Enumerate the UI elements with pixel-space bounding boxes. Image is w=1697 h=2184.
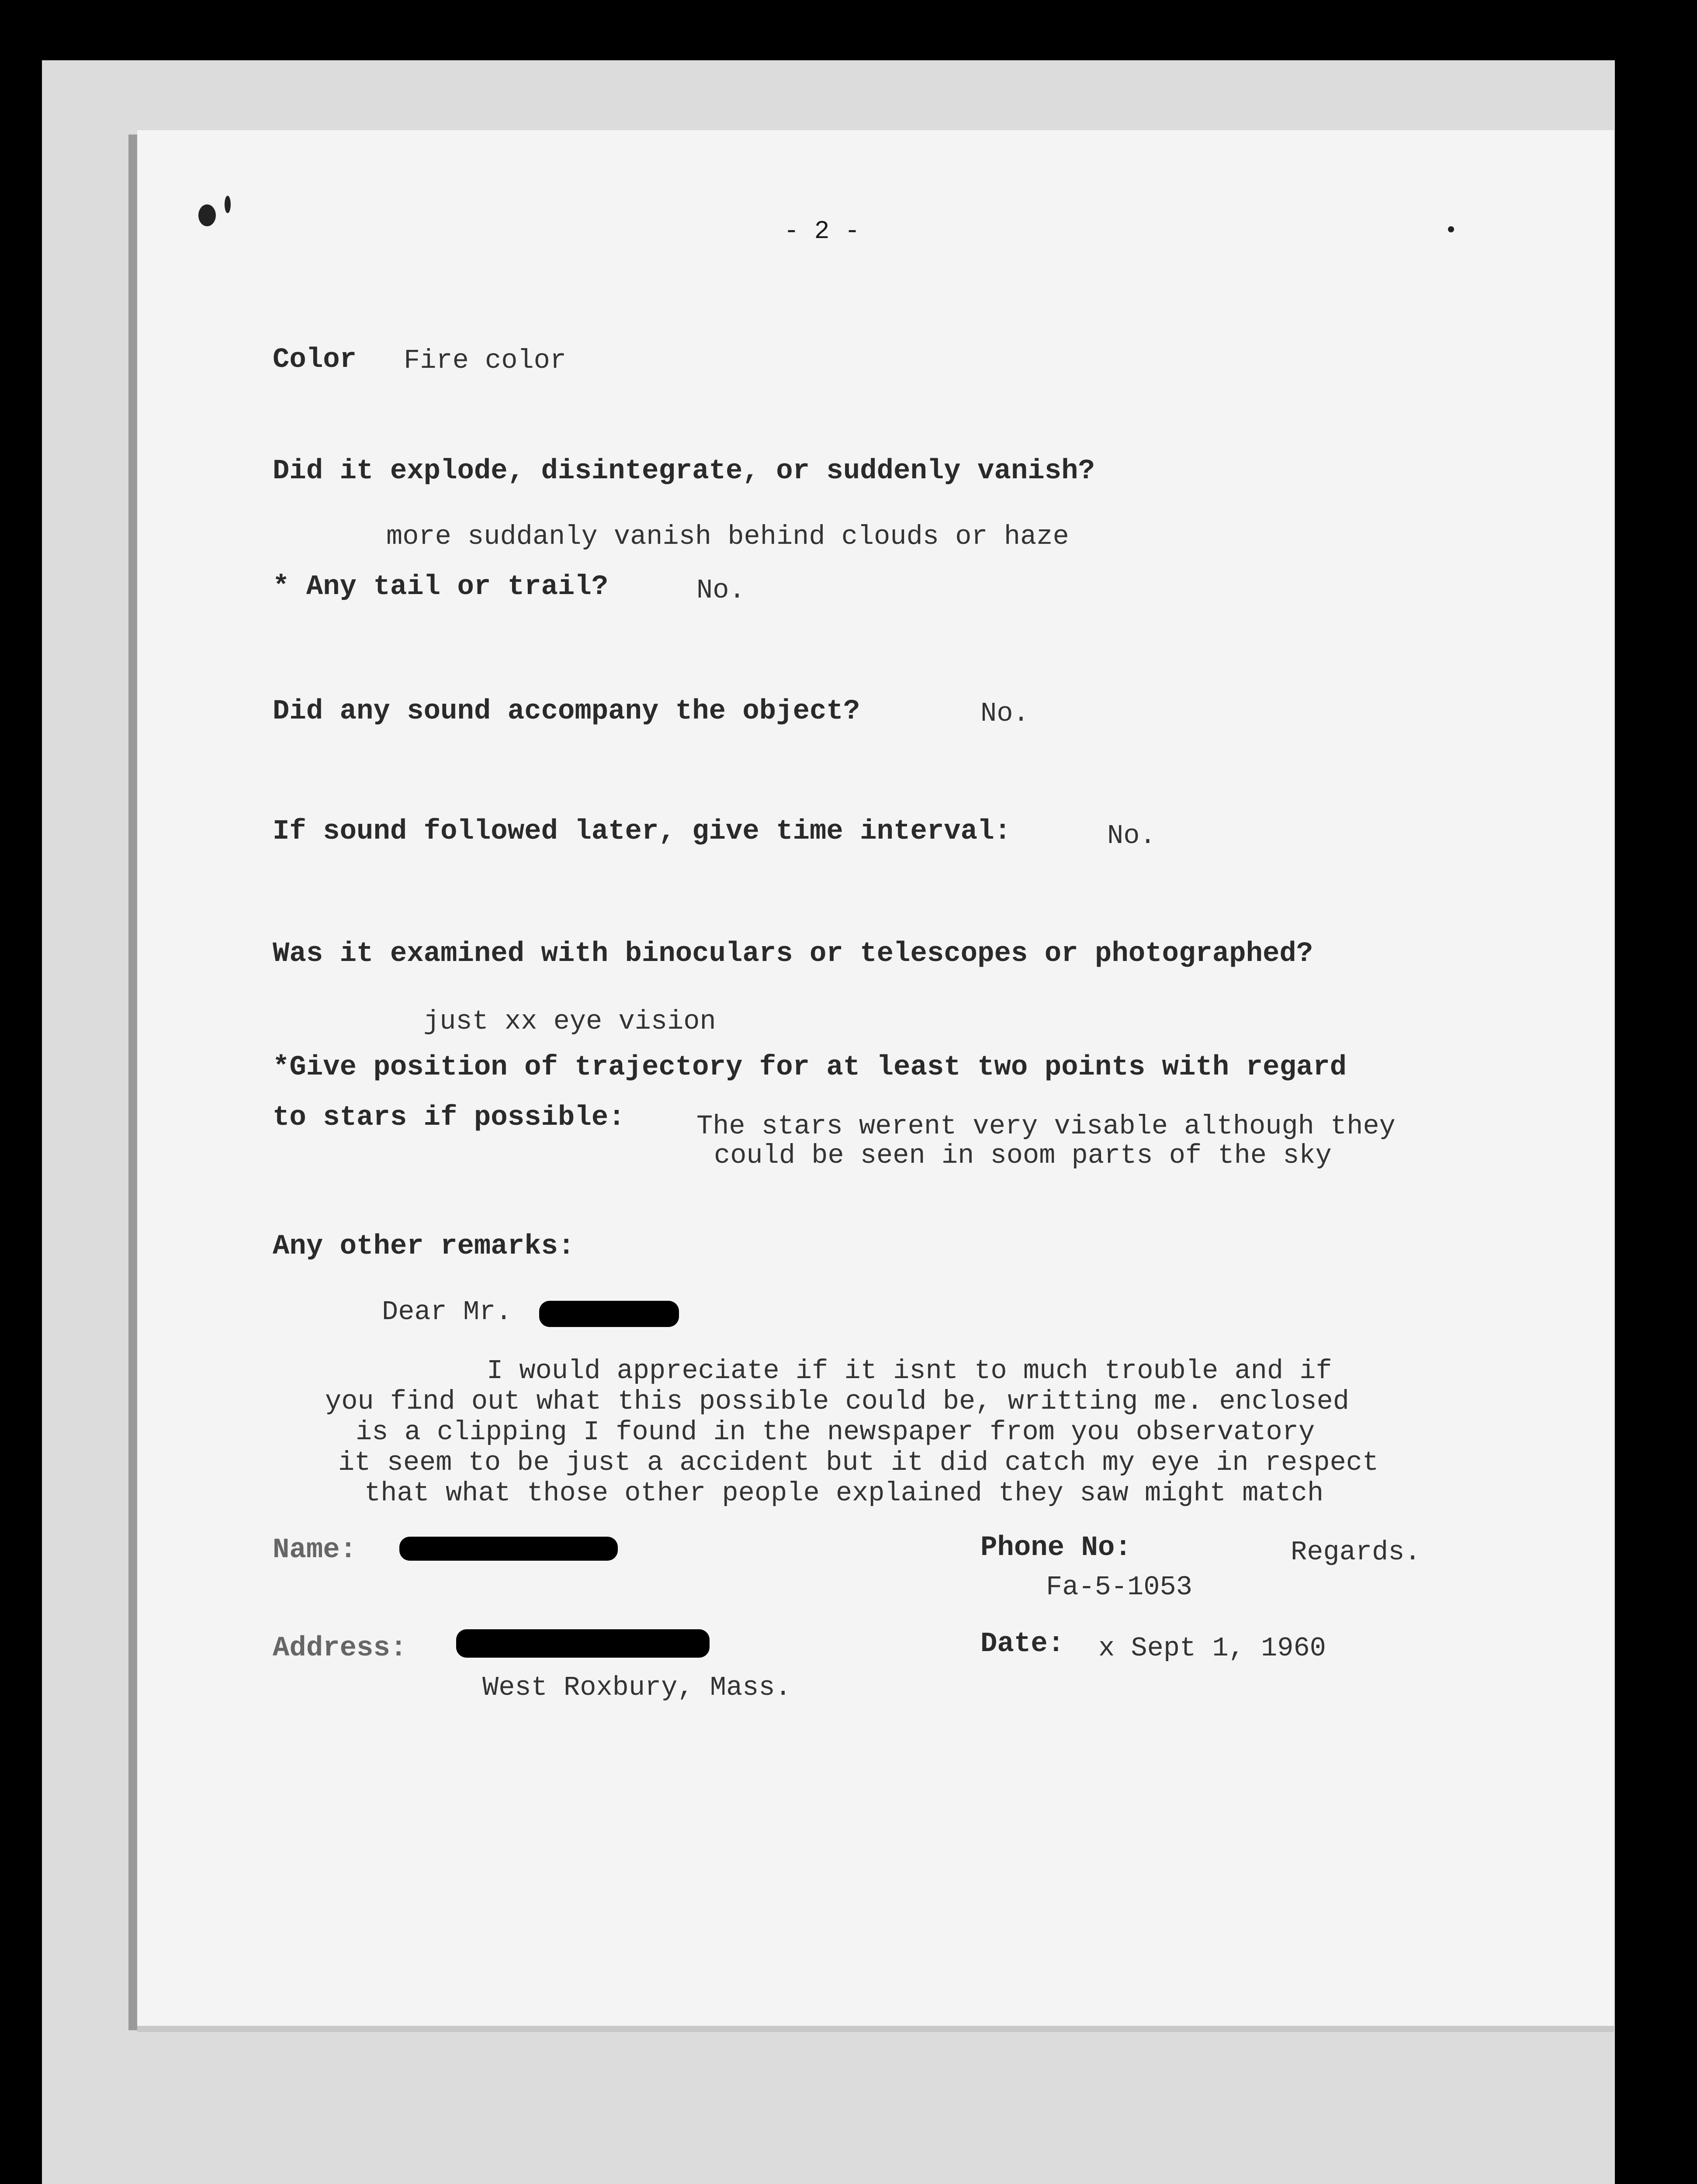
date-value: x Sept 1, 1960 [1098,1633,1326,1664]
tail-label: * Any tail or trail? [273,571,609,603]
name-label: Name: [273,1534,357,1566]
speck-mark [198,204,216,226]
page-number: - 2 - [784,218,860,246]
remarks-line-1: I would appreciate if it isnt to much trouble and if [487,1355,1332,1386]
sound-later-label: If sound followed later, give time interval: [273,816,1011,847]
sound-later-value: No. [1107,820,1156,851]
phone-value: Fa-5-1053 [1046,1572,1192,1603]
explode-value: more suddanly vanish behind clouds or haze [386,521,1069,552]
phone-label: Phone No: [980,1532,1132,1564]
speck-mark [225,196,231,213]
address-label: Address: [273,1633,407,1664]
tail-value: No. [696,575,745,606]
trajectory-label-2: to stars if possible: [273,1102,625,1133]
explode-label: Did it explode, disintegrate, or suddenly vanish? [273,456,1095,487]
regards: Regards. [1291,1537,1421,1568]
trajectory-label-1: *Give position of trajectory for at least two points with regard [273,1052,1347,1083]
trajectory-value-2: could be seen in soom parts of the sky [714,1140,1332,1171]
remarks-line-5: that what those other people explained they saw might match [364,1478,1324,1509]
remarks-label: Any other remarks: [273,1231,575,1262]
photo-frame [42,60,1615,2184]
color-label: Color [273,344,357,376]
redaction-bar [399,1537,618,1561]
speck-mark [1448,226,1454,232]
remarks-line-3: is a clipping I found in the newspaper from you observatory [356,1417,1315,1448]
document-page [137,130,1614,2026]
color-value: Fire color [404,345,567,376]
trajectory-value-1: The stars werent very visable although they [696,1111,1396,1142]
address-city: West Roxbury, Mass. [482,1672,791,1703]
sound-label: Did any sound accompany the object? [273,696,860,727]
redaction-bar [456,1629,710,1658]
salutation: Dear Mr. [382,1296,512,1327]
remarks-line-2: you find out what this possible could be, writting me. enclosed [325,1386,1349,1417]
remarks-line-4: it seem to be just a accident but it did catch my eye in respect [338,1447,1379,1478]
date-label: Date: [980,1628,1065,1660]
examined-value: just xx eye vision [423,1006,716,1037]
sound-value: No. [980,698,1029,729]
redaction-bar [539,1301,679,1327]
examined-label: Was it examined with binoculars or telescopes or photographed? [273,938,1313,970]
